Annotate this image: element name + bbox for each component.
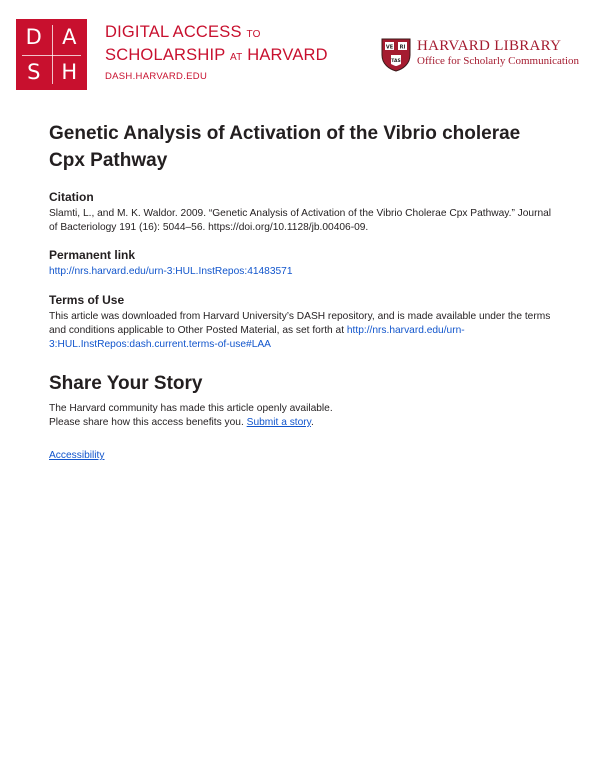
dash-logo-letter-s: S <box>27 60 41 85</box>
permanent-link-url[interactable]: http://nrs.harvard.edu/urn-3:HUL.InstRepos:41483571 <box>49 266 293 277</box>
accessibility-section <box>49 449 559 463</box>
harvard-shield-icon <box>381 38 411 72</box>
logo-divider-horizontal <box>22 55 81 56</box>
dash-logo-letter-d: D <box>25 24 42 49</box>
dash-line-2 <box>105 45 328 68</box>
citation-text: Slamti, L., and M. K. Waldor. 2009. “Genetic Analysis of Activation of the Vibrio Cholerae Cpx Pathway.” Journal of Bacteriology 191 (16): 5044–56. https://doi.org/10.1128/jb.00406-09. <box>49 208 552 233</box>
shield-motto-tas: TAS <box>391 59 401 64</box>
terms-paragraph <box>49 310 559 352</box>
dash-url[interactable]: DASH.HARVARD.EDU <box>105 71 208 82</box>
dash-line-1-main: DIGITAL ACCESS <box>105 23 242 41</box>
harvard-library-wordmark <box>417 38 579 68</box>
shield-motto-ri: RI <box>399 44 406 51</box>
share-line-2 <box>49 416 559 430</box>
shield-motto-ve: VE <box>385 44 394 51</box>
terms-label: Terms of Use <box>49 293 125 307</box>
dash-line-2-end: HARVARD <box>247 46 328 64</box>
terms-text: This article was downloaded from Harvard University’s DASH repository, and is made available under the terms and conditions applicable to Other Posted Material, as set forth at <box>49 311 551 336</box>
dash-line-2-small: AT <box>229 52 243 63</box>
permanent-link-label: Permanent link <box>49 248 136 262</box>
share-heading: Share Your Story <box>49 373 203 394</box>
accessibility-link[interactable]: Accessibility <box>49 450 105 461</box>
terms-section <box>49 293 559 352</box>
dash-line-1-small: TO <box>246 29 261 40</box>
permanent-link-section <box>49 248 559 279</box>
citation-section <box>49 190 559 235</box>
dash-logo-letter-a: A <box>62 24 77 49</box>
harvard-library-subtitle: Office for Scholarly Communication <box>417 55 580 67</box>
share-line-2-suffix: . <box>311 417 314 428</box>
dash-logo <box>16 19 87 90</box>
harvard-library-title: HARVARD LIBRARY <box>417 38 562 54</box>
share-line-2-prefix: Please share how this access benefits you. <box>49 417 244 428</box>
terms-url[interactable]: http://nrs.harvard.edu/urn-3:HUL.InstRepos:dash.current.terms-of-use#LAA <box>49 325 465 350</box>
citation-label: Citation <box>49 190 94 204</box>
dash-wordmark <box>105 22 328 82</box>
dash-line-1 <box>105 22 328 45</box>
dash-line-2-main: SCHOLARSHIP <box>105 46 226 64</box>
submit-story-link[interactable]: Submit a story <box>246 417 312 428</box>
article-title: Genetic Analysis of Activation of the Vibrio cholerae Cpx Pathway <box>49 123 521 171</box>
share-section <box>49 402 559 430</box>
dash-logo-letter-h: H <box>61 60 78 85</box>
share-line-1: The Harvard community has made this article openly available. <box>49 403 333 414</box>
